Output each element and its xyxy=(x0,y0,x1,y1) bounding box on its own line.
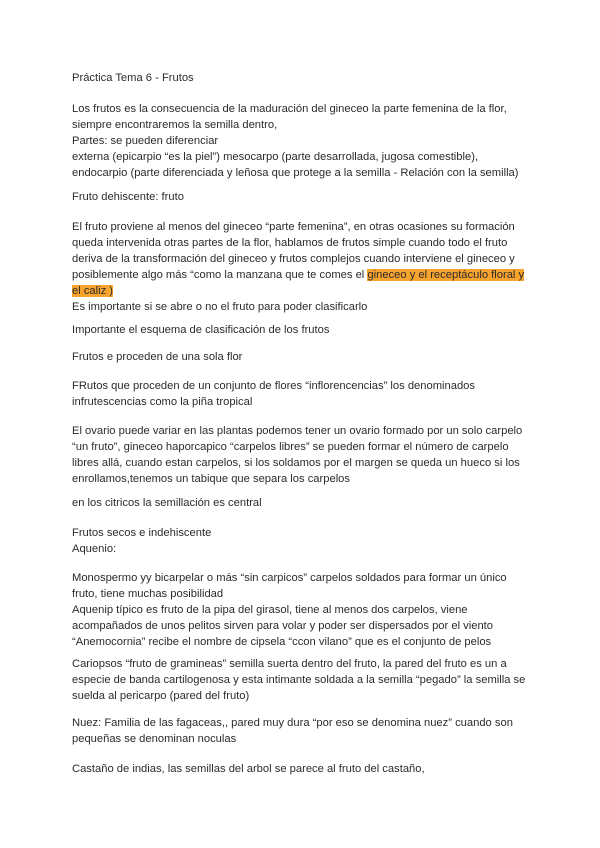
ovario-line: El ovario puede variar en las plantas podemos tener un ovario formado por un solo carpelo xyxy=(72,425,523,437)
cariopsos-line: Cariopsos “fruto de gramineas” semilla suerta dentro del fruto, la pared del fruto es un a xyxy=(72,658,507,670)
origen-line: deriva de la transformación del gineceo y frutos complejos cuando interviene el gineceo y xyxy=(72,253,515,265)
castano-paragraph xyxy=(72,761,542,777)
origen-line xyxy=(72,267,542,283)
secos-line: Aquenio: xyxy=(72,543,117,555)
origen-line: Es importante si se abre o no el fruto para poder clasificarlo xyxy=(72,301,368,313)
ovario-paragraph xyxy=(72,423,542,487)
intro-line: endocarpio (parte diferenciada y leñosa que protege a la semilla - Relación con la semilla) xyxy=(72,167,519,179)
monospermo-line: acompañados de unos pelitos sirven para volar y poder ser dispersados por el viento xyxy=(72,620,494,632)
citricos-paragraph xyxy=(72,495,542,511)
ovario-line: enrollamos,tenemos un tabique que separa los carpelos xyxy=(72,473,350,485)
secos-line: Frutos secos e indehiscente xyxy=(72,527,212,539)
cariopsos-line: suelda al pericarpo (pared del fruto) xyxy=(72,690,250,702)
intro-line: siempre encontraremos la semilla dentro, xyxy=(72,119,278,131)
conjunto-line: FRutos que proceden de un conjunto de flores “inflorencencias” los denominados xyxy=(72,380,475,392)
origen-line: queda intervenida otras partes de la flor, hablamos de frutos simple cuando todo el fruto xyxy=(72,237,508,249)
cariopsos-paragraph xyxy=(72,656,542,704)
dehiscente-paragraph xyxy=(72,189,542,205)
origen-line xyxy=(72,283,542,299)
secos-paragraph xyxy=(72,525,542,557)
intro-line: externa (epicarpio “es la piel”) mesocarpo (parte desarrollada, jugosa comestible), xyxy=(72,151,479,163)
page-title xyxy=(72,70,542,86)
conjunto-paragraph xyxy=(72,378,542,410)
monospermo-line: Monospermo yy bicarpelar o más “sin carpicos” carpelos soldados para formar un único xyxy=(72,572,507,584)
monospermo-paragraph xyxy=(72,570,542,650)
origen-paragraph xyxy=(72,219,542,315)
nuez-line: Nuez: Familia de las fagaceas,, pared muy dura “por eso se denomina nuez” cuando son xyxy=(72,717,513,729)
nuez-paragraph xyxy=(72,715,542,747)
title-text: Práctica Tema 6 - Frutos xyxy=(72,72,194,84)
una-flor-paragraph xyxy=(72,349,542,365)
origen-plain-text: posiblemente algo más “como la manzana que te comes el xyxy=(72,269,368,281)
castano-line: Castaño de indias, las semillas del arbol se parece al fruto del castaño, xyxy=(72,763,425,775)
citricos-line: en los citricos la semillación es central xyxy=(72,497,262,509)
monospermo-line: “Anemocornia” recibe el nombre de cipsela “ccon vilano” que es el conjunto de pelos xyxy=(72,636,492,648)
dehiscente-line: Fruto dehiscente: fruto xyxy=(72,191,184,203)
cariopsos-line: especie de banda cartilogenosa y esta intimante soldada a la semilla “pegado” la semilla se xyxy=(72,674,526,686)
ovario-line: “un fruto”, gineceo haporcapico “carpelos libres” se pueden formar el número de carpelo xyxy=(72,441,509,453)
una-flor-line: Frutos e proceden de una sola flor xyxy=(72,351,243,363)
ovario-line: libres allá, cuando estan carpelos, si los soldamos por el margen se queda un hueco si los xyxy=(72,457,520,469)
intro-paragraph xyxy=(72,101,542,181)
highlighted-text: el caliz ) xyxy=(72,285,114,297)
conjunto-line: infrutescencias como la piña tropical xyxy=(72,396,253,408)
monospermo-line: Aquenip típico es fruto de la pipa del girasol, tiene al menos dos carpelos, viene xyxy=(72,604,468,616)
highlighted-text: gineceo y el receptáculo floral y xyxy=(367,269,525,281)
esquema-line: Importante el esquema de clasificación de los frutos xyxy=(72,324,330,336)
origen-line: El fruto proviene al menos del gineceo “parte femenina”, en otras ocasiones su formación xyxy=(72,221,515,233)
esquema-paragraph xyxy=(72,322,542,338)
monospermo-line: fruto, tiene muchas posibilidad xyxy=(72,588,224,600)
nuez-line: pequeñas se denominan noculas xyxy=(72,733,237,745)
intro-line: Partes: se pueden diferenciar xyxy=(72,135,219,147)
intro-line: Los frutos es la consecuencia de la maduración del gineceo la parte femenina de la flor, xyxy=(72,103,507,115)
